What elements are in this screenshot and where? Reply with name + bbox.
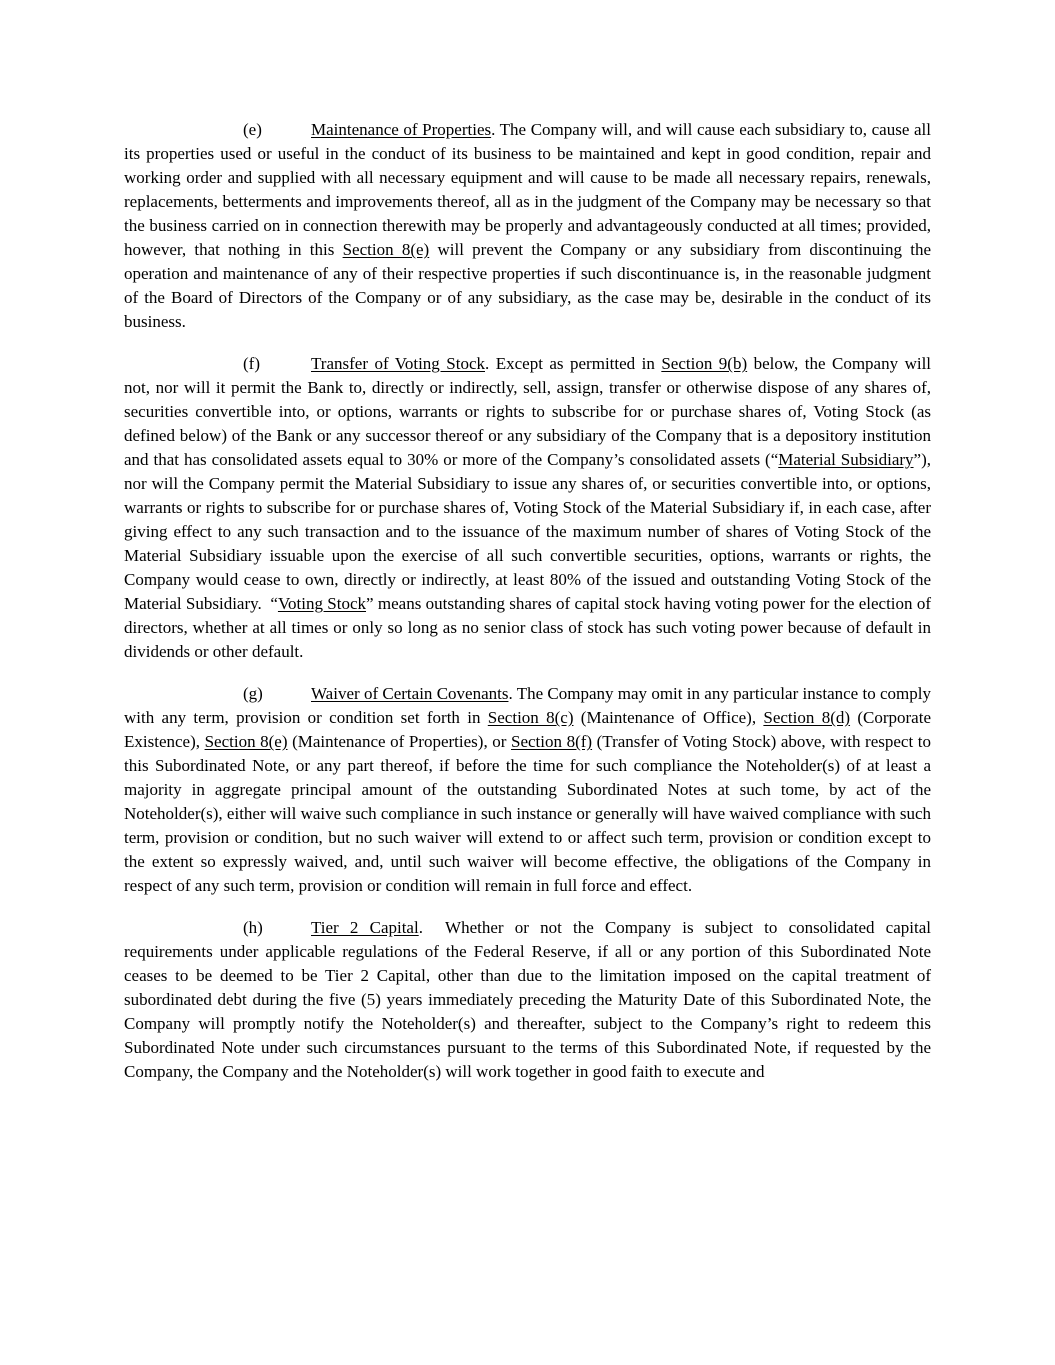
paragraph-letter: (h) xyxy=(243,918,263,937)
paragraph-waiver-of-certain-covenants xyxy=(124,682,931,898)
underlined-text: Material Subsidiary xyxy=(778,450,914,469)
underlined-text: Section 9(b) xyxy=(661,354,748,373)
paragraph-letter: (g) xyxy=(243,684,263,703)
underlined-text: Section 8(d) xyxy=(763,708,851,727)
underlined-text: Tier 2 Capital xyxy=(311,918,419,937)
body-text: . The Company may omit in any particular instance to comply with any term, provision or condition set forth in xyxy=(124,684,931,727)
paragraph-maintenance-of-properties xyxy=(124,118,931,334)
body-text: . Except as permitted in xyxy=(485,354,662,373)
underlined-text: Voting Stock xyxy=(277,594,367,613)
document-content xyxy=(124,118,931,1084)
body-text: will prevent the Company or any subsidiary from discontinuing the operation and maintenance of any of their respective properties if such discontinuance is, in the reasonable judgment of the Board of Directors of the Company or of any subsidiary, as the case may be, desirable in the conduct of its business. xyxy=(124,240,932,331)
body-text: (Transfer of Voting Stock) above, with respect to this Subordinated Note, or any part thereof, if before the time for such compliance the Noteholder(s) of at least a majority in aggregate principal amount of the outstanding Subordinated Notes at such tome, by act of the Noteholder(s), either will waive such compliance in such instance or generally will have waived compliance with such term, provision or condition, but no such waiver will extend to or affect such term, provision or condition except to the extent so expressly waived, and, until such waiver will become effective, the obligations of the Company in respect of any such term, provision or condition will remain in full force and effect. xyxy=(124,732,931,895)
body-text: below, the Company will not, nor will it permit the Bank to, directly or indirectly, sell, assign, transfer or otherwise dispose of any shares of, securities convertible into, or options, warrants or rights to subscribe for or purchase shares of, Voting Stock (as defined below) of the Bank or any successor thereof or any subsidiary of the Company that is a depository institution and that has consolidated assets equal to 30% or more of the Company’s consolidated assets (“ xyxy=(124,354,932,469)
underlined-text: Section 8(e) xyxy=(342,240,430,259)
paragraph-tier-2-capital xyxy=(124,916,931,1084)
paragraph-letter: (e) xyxy=(243,120,262,139)
underlined-text: Waiver of Certain Covenants xyxy=(311,684,509,703)
body-text: (Corporate Existence), xyxy=(124,708,931,751)
underlined-text: Section 8(c) xyxy=(487,708,574,727)
body-text: . Whether or not the Company is subject to consolidated capital requirements under applicable regulations of the Federal Reserve, if all or any portion of this Subordinated Note ceases to be deemed to be Tier 2 Capital, other than due to the limitation imposed on the capital treatment of subordinated debt during the five (5) years immediately preceding the Maturity Date of this Subordinated Note, the Company will promptly notify the Noteholder(s) and thereafter, subject to the Company’s right to redeem this Subordinated Note under such circumstances pursuant to the terms of this Subordinated Note, if requested by the Company, the Company and the Noteholder(s) will work together in good faith to execute and xyxy=(124,918,931,1081)
underlined-text: Maintenance of Properties xyxy=(311,120,492,139)
underlined-text: Section 8(f) xyxy=(511,732,593,751)
paragraph-letter: (f) xyxy=(243,354,260,373)
body-text: ” means outstanding shares of capital stock having voting power for the election of directors, whether at all times or only so long as no senior class of stock has such voting power because of default in dividends or other default. xyxy=(124,594,931,661)
body-text: ”), nor will the Company permit the Material Subsidiary to issue any shares of, or securities convertible into, or options, warrants or rights to subscribe for or purchase shares of, Voting Stock of the Material Subsidiary if, in each case, after giving effect to any such transaction and to the issuance of the maximum number of shares of Voting Stock of the Material Subsidiary issuable upon the exercise of all such convertible securities, options, warrants or rights, the Company would cease to own, directly or indirectly, at least 80% of the issued and outstanding Voting Stock of the Material Subsidiary. “ xyxy=(124,450,931,613)
underlined-text: Section 8(e) xyxy=(204,732,288,751)
underlined-text: Transfer of Voting Stock xyxy=(311,354,485,373)
paragraph-transfer-of-voting-stock xyxy=(124,352,931,664)
body-text: (Maintenance of Properties), or xyxy=(287,732,511,751)
body-text: . The Company will, and will cause each subsidiary to, cause all its properties used or useful in the conduct of its business to be maintained and kept in good condition, repair and working order and supplied with all necessary equipment and will cause to be made all necessary repairs, renewals, replacements, betterments and improvements thereof, all as in the judgment of the Company may be necessary so that the business carried on in connection therewith may be properly and advantageously conducted at all times; provided, however, that nothing in this xyxy=(124,120,931,259)
body-text: (Maintenance of Office), xyxy=(573,708,764,727)
